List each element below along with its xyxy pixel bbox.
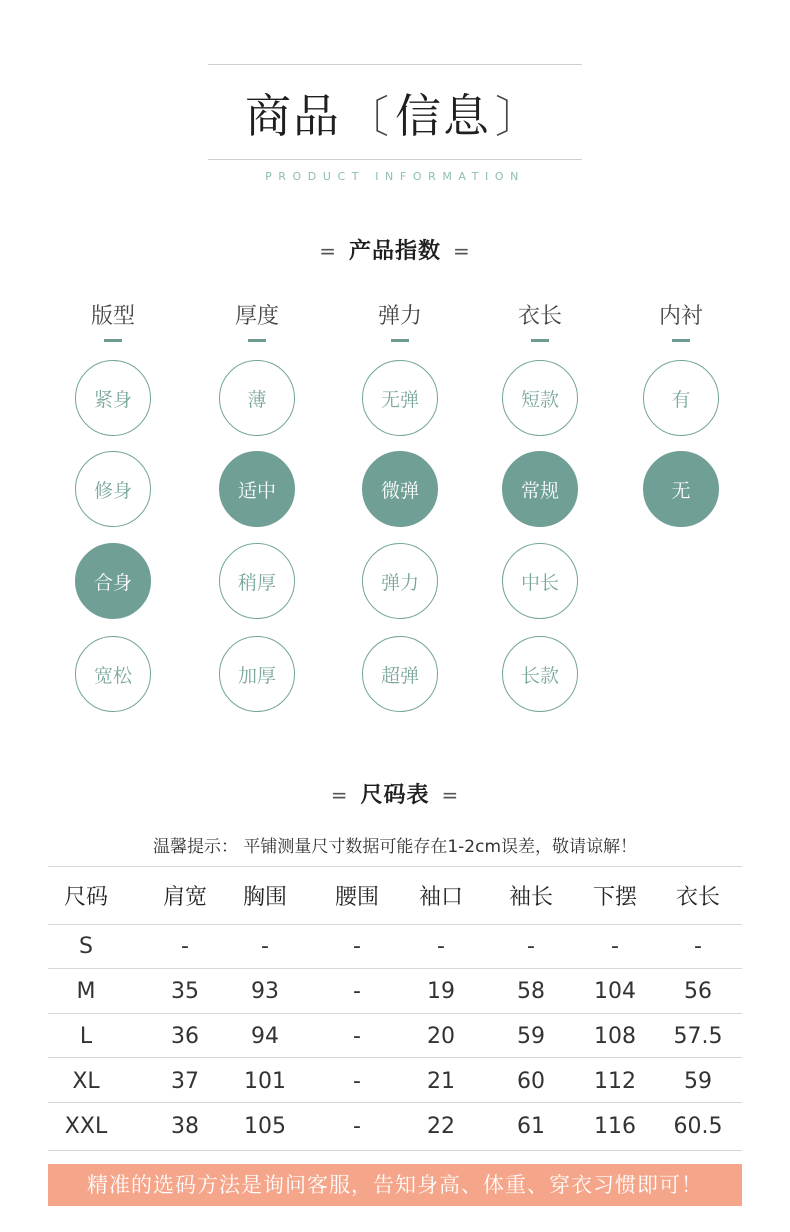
bracket-open: 〔 — [345, 92, 391, 143]
index-title-text: 产品指数 — [348, 239, 441, 264]
index-option-selected: 合身 — [75, 543, 151, 619]
table-cell: 101 — [244, 1069, 286, 1094]
index-option: 有 — [643, 360, 719, 436]
index-option: 稍厚 — [219, 543, 295, 619]
table-cell: 59 — [517, 1024, 545, 1049]
table-cell: - — [353, 1114, 361, 1139]
eq-left: = — [319, 239, 337, 263]
index-column-underline — [391, 339, 409, 342]
table-cell: 59 — [684, 1069, 712, 1094]
table-header-cell: 腰围 — [334, 885, 379, 910]
index-option: 薄 — [219, 360, 295, 436]
table-cell: - — [611, 934, 619, 959]
table-cell: 116 — [594, 1114, 636, 1139]
table-cell: L — [79, 1024, 93, 1049]
eq-right: = — [441, 783, 460, 807]
index-option-selected: 常规 — [502, 451, 578, 527]
size-title-text: 尺码表 — [360, 783, 430, 808]
table-cell: - — [353, 979, 361, 1004]
index-column-label: 内衬 — [658, 304, 703, 329]
table-header-cell: 袖口 — [418, 885, 463, 910]
table-rule — [48, 1013, 742, 1014]
table-cell: 58 — [517, 979, 545, 1004]
table-cell: 35 — [171, 979, 199, 1004]
table-rule — [48, 924, 742, 925]
table-cell: 37 — [171, 1069, 199, 1094]
table-cell: S — [79, 934, 93, 959]
index-option: 加厚 — [219, 636, 295, 712]
table-cell: 93 — [251, 979, 279, 1004]
table-header-cell: 衣长 — [675, 885, 720, 910]
table-header-cell: 肩宽 — [162, 885, 207, 910]
table-cell: 56 — [684, 979, 712, 1004]
table-header-cell: 尺码 — [63, 885, 108, 910]
table-cell: 112 — [594, 1069, 636, 1094]
bracket-close: 〕 — [495, 92, 541, 143]
index-column-label: 弹力 — [377, 304, 422, 329]
table-cell: - — [437, 934, 445, 959]
index-column-underline — [531, 339, 549, 342]
table-cell: - — [694, 934, 702, 959]
table-cell: - — [353, 1069, 361, 1094]
table-header-cell: 下摆 — [592, 885, 637, 910]
index-option: 宽松 — [75, 636, 151, 712]
measurement-tip: 温馨提示： 平铺测量尺寸数据可能存在1-2cm误差，敬请谅解！ — [152, 837, 638, 857]
index-option: 无弹 — [362, 360, 438, 436]
index-option: 长款 — [502, 636, 578, 712]
header-top-line — [208, 64, 582, 65]
header-bottom-line — [208, 159, 582, 160]
index-column-label: 衣长 — [517, 304, 562, 329]
table-rule — [48, 968, 742, 969]
table-cell: 20 — [427, 1024, 455, 1049]
index-column-label: 版型 — [90, 304, 135, 329]
index-option: 弹力 — [362, 543, 438, 619]
table-cell: 61 — [517, 1114, 545, 1139]
index-option-selected: 微弹 — [362, 451, 438, 527]
index-column-label: 厚度 — [234, 304, 279, 329]
index-option: 短款 — [502, 360, 578, 436]
table-cell: 19 — [427, 979, 455, 1004]
index-option-selected: 适中 — [219, 451, 295, 527]
table-cell: - — [261, 934, 269, 959]
size-section-title — [0, 780, 790, 811]
page-subtitle: PRODUCT INFORMATION — [265, 170, 525, 183]
index-section-title — [0, 236, 790, 267]
table-rule — [48, 866, 742, 867]
table-cell: 60 — [517, 1069, 545, 1094]
table-rule — [48, 1057, 742, 1058]
size-advice-banner: 精准的选码方法是询问客服，告知身高、体重、穿衣习惯即可！ — [48, 1164, 742, 1206]
table-cell: 108 — [594, 1024, 636, 1049]
index-column-underline — [248, 339, 266, 342]
index-option: 超弹 — [362, 636, 438, 712]
table-cell: 38 — [171, 1114, 199, 1139]
table-cell: 36 — [171, 1024, 199, 1049]
table-cell: 22 — [427, 1114, 455, 1139]
table-cell: 94 — [251, 1024, 279, 1049]
index-option-selected: 无 — [643, 451, 719, 527]
page-title — [0, 84, 790, 150]
index-column-underline — [672, 339, 690, 342]
table-cell: 104 — [594, 979, 636, 1004]
title-part-a: 商品 — [245, 89, 341, 143]
table-cell: 21 — [427, 1069, 455, 1094]
table-cell: 60.5 — [673, 1114, 723, 1139]
index-option: 修身 — [75, 451, 151, 527]
table-cell: - — [181, 934, 189, 959]
table-cell: 105 — [244, 1114, 286, 1139]
table-rule — [48, 1102, 742, 1103]
table-header-cell: 袖长 — [508, 885, 553, 910]
table-cell: - — [353, 1024, 361, 1049]
table-cell: XXL — [64, 1114, 108, 1139]
table-header-cell: 胸围 — [242, 885, 287, 910]
index-column-underline — [104, 339, 122, 342]
eq-left: = — [330, 783, 349, 807]
table-rule — [48, 1150, 742, 1151]
table-cell: XL — [72, 1069, 100, 1094]
table-cell: - — [353, 934, 361, 959]
title-part-b: 信息 — [395, 89, 491, 143]
index-option: 紧身 — [75, 360, 151, 436]
index-option: 中长 — [502, 543, 578, 619]
table-cell: M — [76, 979, 96, 1004]
table-cell: 57.5 — [673, 1024, 723, 1049]
eq-right: = — [453, 239, 471, 263]
table-cell: - — [527, 934, 535, 959]
